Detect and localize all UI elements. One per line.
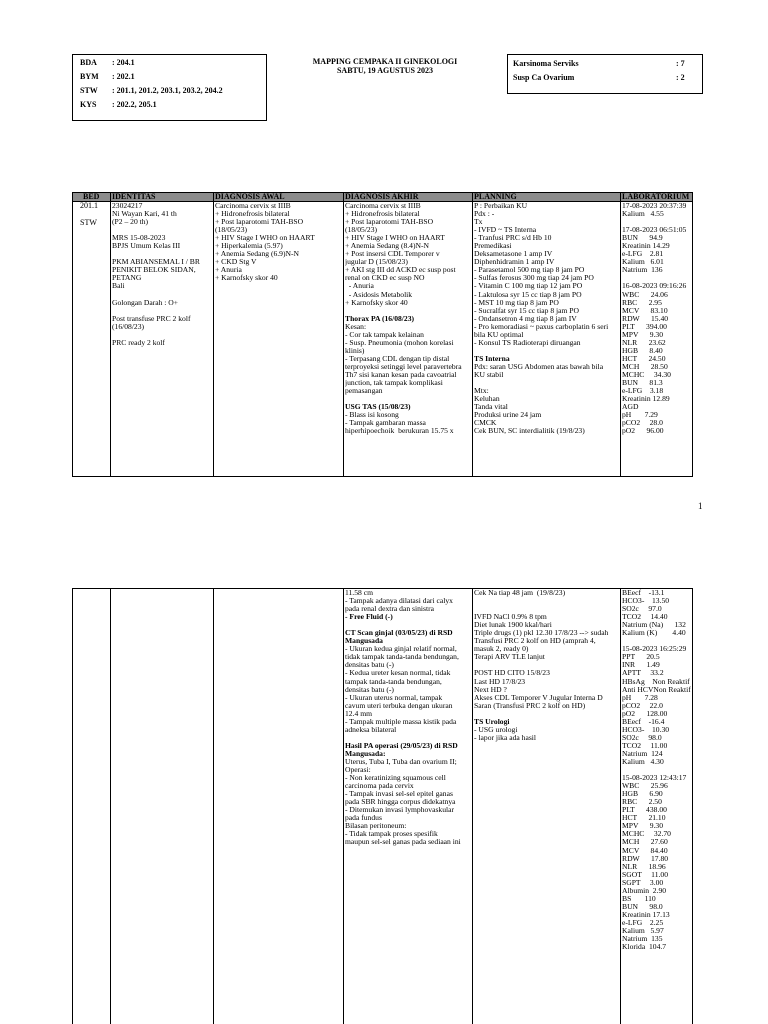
cell-bed: 201.1 STW [80,202,98,228]
col-divider-5b [620,588,621,1024]
col-divider-4 [472,192,473,477]
kys-value: : 202.2, 205.1 [112,100,157,109]
col-divider-4b [472,588,473,1024]
col-header-laboratorium: LABORATORIUM [622,192,690,201]
page-number: 1 [698,501,703,511]
susp-label: Susp Ca Ovarium [513,73,575,82]
cell-laboratorium: 17-08-2023 20:37:39 Kalium 4.55 17-08-2023 06:51:05 BUN 94.9 Kreatinin 14.29 e-LFG 2.81 Kalium 6.01 Natrium 136 16-08-2023 09:16:26 WBC 24.06 RBC 2.95 MCV 83.10 RDW 15.40 PLT 394.00 MPV 9.30 NLR 23.62 HGB 8.40 HCT 24.50 MCH 28.50 MCHC 34.30 BUN 81.3 e-LFG 3.18 Kreatinin 12.89 AGD pH 7.29 pCO2 28.0 pO2 96.00 [622,202,687,436]
bym-label: BYM [80,72,99,81]
col-header-diagnosis-awal: DIAGNOSIS AWAL [215,192,285,201]
stw-value: : 201.1, 201.2, 203.1, 203.2, 204.2 [112,86,223,95]
kys-label: KYS [80,100,97,109]
cell-diagnosis-akhir: Carcinoma cervix st IIIB + Hidronefrosis bilateral + Post laparotomi TAH-BSO (18/05/23) + HIV Stage I WHO on HAART + Anemia Sedang (8.4)N-N + Post insersi CDL Temporer v jugular D (15/08/23) + AKI stg III dd ACKD ec susp post renal on CKD ec susp NO - Anuria - Asidosis Metabolik + Karnofsky skor 40 Thorax PA (16/08/23) Kesan: - Cor tak tampak kelainan - Susp. Pneumonia (mohon korelasi klinis) - Terpasang CDL dengan tip distal terproyeksi setinggi level paravertebra Th7 sisi kanan kesan pada cavoatrial junction, tak tampak komplikasi pemasangan USG TAS (15/08/23) - Blass isi kosong - Tampak gambaran massa hiperhipoechoik berukuran 15.75 x [345,202,462,436]
col-divider-3 [343,192,344,477]
col-header-planning: PLANNING [474,192,517,201]
bda-label: BDA [80,58,97,67]
bda-value: : 204.1 [112,58,135,67]
susp-value: : 2 [676,73,685,82]
col-divider-5 [620,192,621,477]
stw-label: STW [80,86,98,95]
col-divider-3b [343,588,344,1024]
col-header-identitas: IDENTITAS [112,192,156,201]
cell-laboratorium-cont: BEecf -13.1 HCO3- 13.50 SO2c 97.0 TCO2 14.40 Natrium (Na) 132 Kalium (K) 4.40 15-08-2023 16:25:29 PPT 20.5 INR 1.49 APTT 33.2 HBsAg Non Reaktif Anti HCVNon Reaktif pH 7.28 pCO2 22.0 pO2 128.00 BEecf -16.4 HCO3- 10.30 SO2c 98.0 TCO2 11.00 Natrium 124 Kalium 4.30 15-08-2023 12:43:17 WBC 25.96 HGB 6.90 RBC 2.50 PLT 438.00 HCT 21.10 MPV 9.30 MCHC 32.70 MCH 27.60 MCV 84.40 RDW 17.80 NLR 18.96 SGOT 11.00 SGPT 3.00 Albumin 2.90 BS 110 BUN 98.0 Kreatinin 17.13 e-LFG 2.25 Kalium 5.97 Natrium 135 Klorida 104.7 [622,589,691,952]
col-divider-1b [110,588,111,1024]
cell-planning: P : Perbaikan KU Pdx : - Tx - IVFD ~ TS Interna - Tranfusi PRC s/d Hb 10 Premedikasi Deksametasone 1 amp IV Diphenhidramin 1 amp IV - Parasetamol 500 mg tiap 8 jam PO - Sulfas ferosus 300 mg tiap 24 jam PO - Vitamin C 100 mg tiap 12 jam PO - Laktulosa syr 15 cc tiap 8 jam PO - MST 10 mg tiap 8 jam PO - Sucralfat syr 15 cc tiap 8 jam PO - Ondansetron 4 mg tiap 8 jam IV - Pro kemoradiasi ~ paxus carboplatin 6 seri bila KU optimal - Konsul TS Radioterapi diruangan TS Interna Pdx: saran USG Abdomen atas bawah bila KU stabil Mtx: Keluhan Tanda vital Produksi urine 24 jam CMCK Cek BUN, SC interdialitik (19/8/23) [474,202,609,436]
bym-value: : 202.1 [112,72,135,81]
document-title: MAPPING CEMPAKA II GINEKOLOGI [312,57,458,66]
cell-diagnosis-awal: Carcinoma cervix st IIIB + Hidronefrosis bilateral + Post laparotomi TAH-BSO (18/05/23) + HIV Stage I WHO on HAART + Hiperkalemia (5.97) + Anemia Sedang (6.9)N-N + CKD Stg V + Anuria + Karnofsky skor 40 [215,202,315,283]
col-divider-1 [110,192,111,477]
document-date: SABTU, 19 AGUSTUS 2023 [336,66,434,75]
cell-diagnosis-akhir-cont: 11.58 cm - Tampak adanya dilatasi dari calyx pada renal dextra dan sinistra - Free Fluid (-) CT Scan ginjal (03/05/23) di RSD Mangusada - Ukuran kedua ginjal relatif normal, tidak tampak tanda-tanda bendungan, densitas batu (-) - Kedua ureter kesan normal, tidak tampak tanda-tanda bendungan, densitas batu (-) - Ukuran uterus normal, tampak cavum uteri terbuka dengan ukuran 12.4 mm - Tampak multiple massa kistik pada adneksa bilateral Hasil PA operasi (29/05/23) di RSD Mangusada: Uterus, Tuba I, Tuba dan ovarium II; Operasi: - Non keratinizing squamous cell carcinoma pada cervix - Tampak invasi sel-sel epitel ganas pada SBR hingga corpus didekatnya - Ditemukan invasi lymphovaskular pada fundus Bilasan peritoneum: - Tidak tampak proses spesifik maupun sel-sel ganas pada sediaan ini [345,589,461,847]
karsinoma-label: Karsinoma Serviks [513,59,579,68]
cell-planning-cont: Cek Na tiap 48 jam (19/8/23) IVFD NaCl 0.9% 8 tpm Diet lunak 1900 kkal/hari Triple drugs (1) pkl 12.30 17/8/23 --> sudah Transfusi PRC 2 kolf on HD (amprah 4, masuk 2, ready 0) Terapi ARV TLE lanjut POST HD CITO 15/8/23 Last HD 17/8/23 Next HD ? Akses CDL Temporer V Jugular Interna D Saran (Transfusi PRC 2 kolf on HD) TS Urologi - USG urologi - lapor jika ada hasil [474,589,609,742]
karsinoma-value: : 7 [676,59,685,68]
col-divider-2b [213,588,214,1024]
col-header-bed: BED [83,192,100,201]
col-divider-2 [213,192,214,477]
col-header-diagnosis-akhir: DIAGNOSIS AKHIR [345,192,419,201]
cell-identitas: 23024217 Ni Wayan Kari, 41 th (P2 – 20 th) MRS 15-08-2023 BPJS Umum Kelas III PKM ABIANSEMAL I / BR PENIKIT BELOK SIDAN, PETANG Bali Golongan Darah : O+ Post transfuse PRC 2 kolf (16/08/23) PRC ready 2 kolf [112,202,200,347]
